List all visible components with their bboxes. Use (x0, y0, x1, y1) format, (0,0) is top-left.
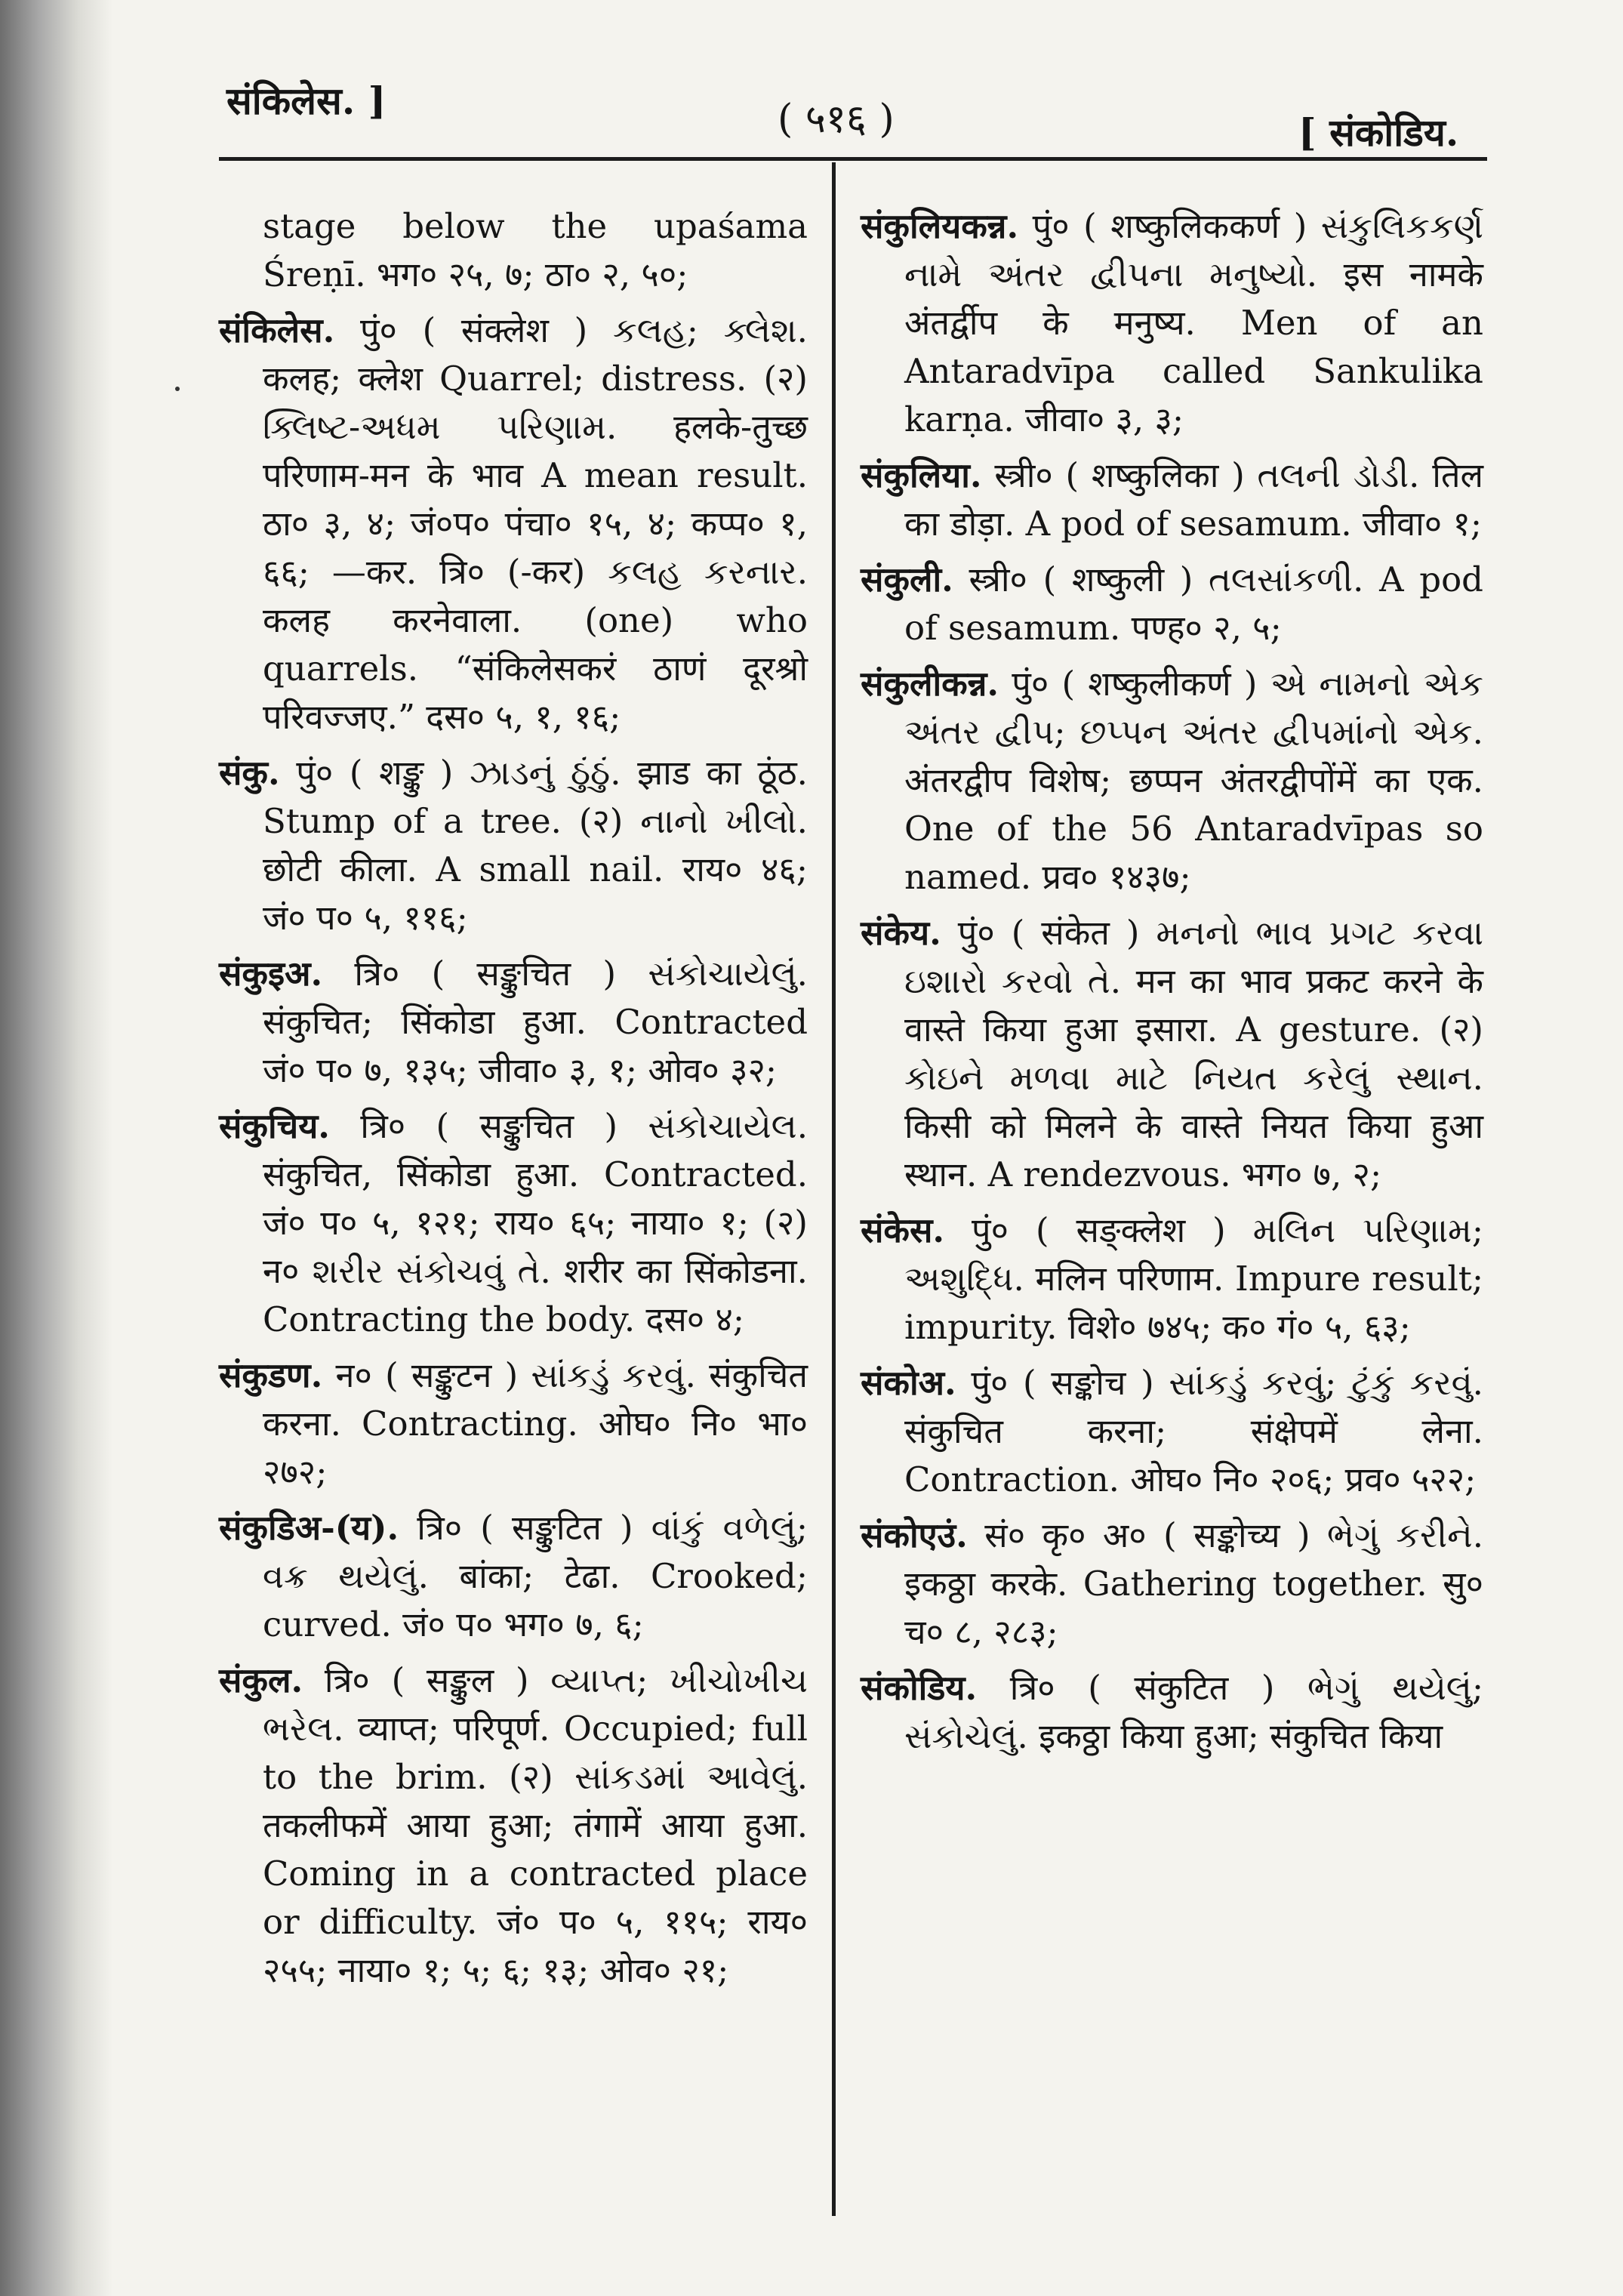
entry-text: पुं० ( संकेत ) મનનો ભાવ પ્રગટ કરવા ઇશારો કરવો તે. मन का भाव प्रकट करने के वास्ते किया हुआ इसारा. A gesture. (२) કોઇને મળવા માટે નિયત કરેલું સ્થાન. किसी को मिलने के वास्ते नियत किया हुआ स्थान. A rendezvous. भग० ७, २; (904, 913, 1483, 1194)
entry-text: स्त्री० ( शष्कुलिका ) તલની ડોડી. तिल का डोड़ा. A pod of sesamum. जीवा० १; (904, 455, 1484, 544)
page-edge-shadow (0, 0, 113, 2296)
dictionary-entry (861, 1359, 1483, 1504)
dictionary-entry (219, 1102, 808, 1344)
entry-headword: संकुलीकन्न. (861, 664, 999, 704)
entry-text: त्रि० ( सङ्कुल ) વ્યાપ્ત; ખીચોખીચ ભરેલ. व्याप्त; परिपूर्ण. Occupied; full to the brim. (२) સાંકડમાં આવેલું. तकलीफमें आया हुआ; तंगामें आया हुआ. Coming in a contracted place or difficulty. जं० प० ५, ११५; राय० २५५; नाया० १; ५; ६; १३; ओव० २१; (263, 1660, 808, 1990)
dictionary-entry (861, 451, 1483, 548)
dictionary-entry (861, 660, 1483, 901)
right-column (861, 202, 1483, 1768)
entry-text: सं० कृ० अ० ( सङ्कोच्य ) ભેગું કરીને. इकठ्ठा करके. Gathering together. सु० च० ८, २८३; (904, 1515, 1483, 1652)
entry-headword: संकिलेस. (219, 310, 335, 350)
dictionary-entry (861, 1512, 1483, 1657)
dictionary-entry (219, 1504, 808, 1649)
entry-headword: संकेय. (861, 913, 941, 953)
entry-headword: संकोडिय. (861, 1668, 978, 1708)
header-left-guideword: संकिलेस. ] (226, 79, 387, 123)
page-number: ( ५१६ ) (778, 97, 895, 142)
entry-headword: संकोएउं. (861, 1515, 968, 1555)
dictionary-entry (219, 307, 808, 741)
entry-headword: संकेस. (861, 1210, 945, 1250)
entry-text: पुं० ( शङ्कु ) ઝાડનું ઠુંઠું. झाड का ठूंठ. Stump of a tree. (२) નાનો ખીલો. छोटी कीला. A small nail. राय० ४६; जं० प० ५, ११६; (263, 753, 808, 938)
dictionary-entry (861, 1207, 1483, 1351)
entry-text: पुं० ( संक्लेश ) કલહ; ક્લેશ. कलह; क्लेश Quarrel; distress. (२) ક્લિષ્ટ-અધમ પરિણામ. हलके-तुच्छ परिणाम-मन के भाव A mean result. ठा० ३, ४; जं०प० पंचा० १५, ४; कप्प० १, ६६; —कर. त्रि० (-कर) કલહ કરનાર. कलह करनेवाला. (one) who quarrels. “संकिलेसकरं ठाणं दूरश्रो परिवज्जए.” दस० ५, १, १६; (263, 310, 808, 737)
column-divider (832, 162, 836, 2216)
entry-text: त्रि० ( सङ्कुटित ) વાંકું વળેલું; વક્ર થયેલું. बांका; टेढा. Crooked; curved. जं० प० भग० ७, ६; (263, 1508, 808, 1644)
entry-text: त्रि० ( सङ्कुचित ) સંકોચાયેલું. संकुचित; सिंकोडा हुआ. Contracted जं० प० ७, १३५; जीवा० ३, १; ओव० ३२; (263, 954, 808, 1090)
entry-text: स्त्री० ( शष्कुली ) તલસાંકળી. A pod of sesamum. पण्ह० २, ५; (904, 559, 1483, 648)
entry-headword: संकुडिअ-(य). (219, 1508, 399, 1548)
entry-text: पुं० ( सङ्कोच ) સાંકડું કરવું; ટુંકું કરવું. संकुचित करना; संक्षेपमें लेना. Contraction. ओघ० नि० २०६; प्रव० ५२२; (904, 1363, 1483, 1499)
dictionary-entry (219, 1351, 808, 1496)
header-rule (219, 157, 1487, 161)
entry-headword: संकुलियकन्न. (861, 206, 1019, 246)
entry-text: त्रि० ( संकुटित ) ભેગું થયેલું; સંકોચેલું. इकठ्ठा किया हुआ; संकुचित किया (904, 1668, 1483, 1756)
entry-text: न० ( सङ्कुटन ) સાંકડું કરવું. संकुचित करना. Contracting. ओघ० नि० भा० २७२; (263, 1355, 808, 1492)
header-right-guideword: [ संकोडिय. (1298, 110, 1459, 155)
left-column (219, 202, 808, 2002)
entry-headword: संकोअ. (861, 1363, 956, 1403)
margin-mark (175, 387, 180, 391)
dictionary-entry (219, 950, 808, 1095)
entry-headword: संकुल. (219, 1660, 303, 1700)
page-header (0, 66, 1623, 155)
entry-headword: संकुडण. (219, 1355, 323, 1395)
entry-headword: संकुचिय. (219, 1106, 330, 1146)
entry-text: पुं० ( सङ्क्लेश ) મલિન પરિણામ; અશુદ્ધિ. मलिन परिणाम. Impure result; impurity. विशे० ७४५; क० गं० ५, ६३; (904, 1210, 1483, 1347)
entry-headword: संकु. (219, 753, 280, 793)
entry-text: त्रि० ( सङ्कुचित ) સંકોચાયેલ. संकुचित, सिंकोडा हुआ. Contracted. जं० प० ५, १२१; राय० ६५; नाया० १; (२) न० શરીર સંકોચવું તે. शरीर का सिंकोडना. Contracting the body. दस० ४; (263, 1106, 808, 1339)
entry-headword: संकुलिया. (861, 455, 982, 495)
entry-text: पुं० ( शष्कुलिककर्ण ) સંકુલિકકર્ણ નામે અંતર દ્વીપના મનુષ્યો. इस नामके अंतर्द्वीप के मनुष्य. Men of an Antaradvīpa called Sankulika karṇa. जीवा० ३, ३; (904, 206, 1483, 439)
dictionary-entry (861, 556, 1483, 652)
entry-text: stage below the upaśama Śreṇī. भग० २५, ७; ठा० २, ५०; (263, 206, 808, 294)
dictionary-entry (861, 1664, 1483, 1761)
entry-headword: संकुली. (861, 559, 953, 599)
entry-headword: संकुइअ. (219, 954, 323, 994)
dictionary-entry (861, 909, 1483, 1199)
entry-text: पुं० ( शष्कुलीकर्ण ) એ નામનો એક અંતર દ્વીપ; છપ્પન અંતર દ્વીપમાંનો એક. अंतरद्वीप विशेष; छप्पन अंतरद्वीपोंमें का एक. One of the 56 Antaradvīpas so named. प्रव० १४३७; (904, 664, 1483, 897)
dictionary-entry (219, 1657, 808, 1995)
dictionary-entry (219, 202, 808, 299)
dictionary-entry (861, 202, 1483, 444)
dictionary-entry (219, 749, 808, 942)
